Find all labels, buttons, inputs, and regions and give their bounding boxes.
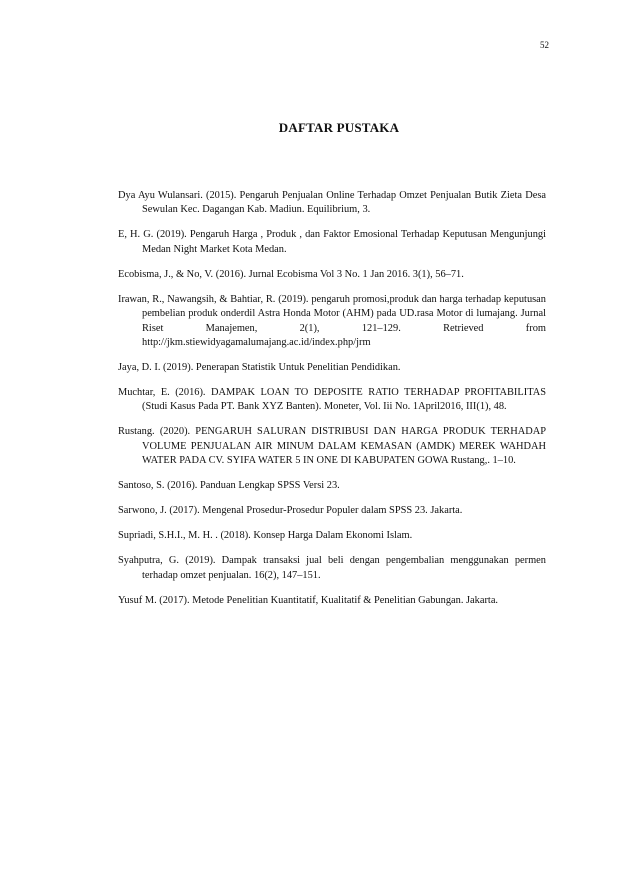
page-number: 52 — [540, 40, 549, 50]
reference-item: Yusuf M. (2017). Metode Penelitian Kuantitatif, Kualitatif & Penelitian Gabungan. Jakarta. — [118, 594, 499, 606]
reference-item: Sarwono, J. (2017). Mengenal Prosedur-Prosedur Populer dalam SPSS 23. Jakarta. — [118, 505, 463, 517]
page-title: DAFTAR PUSTAKA — [278, 120, 400, 135]
reference-item: Ecobisma, J., & No, V. (2016). Jurnal Ecobisma Vol 3 No. 1 Jan 2016. 3(1), 56–71. — [118, 268, 464, 280]
reference-item: Muchtar, E. (2016). DAMPAK LOAN TO DEPOSITE RATIO TERHADAP PROFITABILITAS (Studi Kasus Pada PT. Bank XYZ Banten). Moneter, Vol. Iii No. 1April2016, III(1), 48. — [118, 387, 546, 413]
reference-item: Santoso, S. (2016). Panduan Lengkap SPSS Versi 23. — [118, 480, 340, 492]
reference-item: Supriadi, S.H.I., M. H. . (2018). Konsep Harga Dalam Ekonomi Islam. — [118, 530, 413, 542]
reference-item: Rustang. (2020). PENGARUH SALURAN DISTRIBUSI DAN HARGA PRODUK TERHADAP VOLUME PENJUALAN AIR MINUM DALAM KEMASAN (AMDK) MEREK WAHDAH WATER PADA CV. SYIFA WATER 5 IN ONE DI KABUPATEN GOWA Rustang,. 1–10. — [118, 426, 546, 467]
reference-item: Jaya, D. I. (2019). Penerapan Statistik Untuk Penelitian Pendidikan. — [118, 362, 401, 374]
reference-item: Dya Ayu Wulansari. (2015). Pengaruh Penjualan Online Terhadap Omzet Penjualan Butik Zieta Desa Sewulan Kec. Dagangan Kab. Madiun. Equilibrium, 3. — [118, 190, 546, 216]
reference-item: E, H. G. (2019). Pengaruh Harga , Produk , dan Faktor Emosional Terhadap Keputusan Mengunjungi Medan Night Market Kota Medan. — [118, 229, 546, 255]
reference-item: Irawan, R., Nawangsih, & Bahtiar, R. (2019). pengaruh promosi,produk dan harga terhadap keputusan pembelian produk onderdil Astra Honda Motor (AHM) pada UD.rasa Motor di lumajang. Jurnal Riset Manajemen, 2(1), 121–129. Retrieved from http://jkm.stiewidyagamalumajang.ac.id/index.php/jrm — [118, 293, 546, 349]
reference-list — [118, 189, 546, 619]
reference-item: Syahputra, G. (2019). Dampak transaksi jual beli dengan pengembalian menggunakan permen terhadap omzet penjualan. 16(2), 147–151. — [118, 555, 546, 581]
